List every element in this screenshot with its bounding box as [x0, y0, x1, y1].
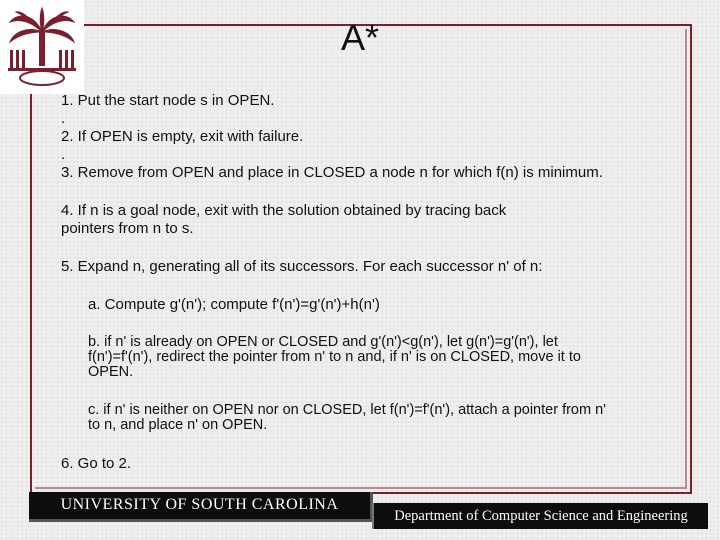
step-5a: [61, 296, 681, 314]
step-6: 6. Go to 2.: [61, 455, 132, 472]
step-spacer: .: [61, 110, 66, 127]
step-5: 5. Expand n, generating all of its successors. For each successor n' of n:: [61, 258, 543, 275]
step-5b-line-2: f(n')=f'(n'), redirect the pointer from n' to n and, if n' is on CLOSED, move it to: [88, 349, 581, 365]
slide-title: A*: [340, 17, 380, 58]
step-5c: [61, 403, 681, 433]
step-5c-line-1: c. if n' is neither on OPEN nor on CLOSED, let f(n')=f'(n'), attach a pointer from n': [88, 402, 606, 418]
department-footer: Department of Computer Science and Engineering: [372, 503, 708, 529]
step-2: 2. If OPEN is empty, exit with failure.: [61, 128, 304, 145]
step-spacer: .: [61, 146, 66, 163]
palmetto-tree-icon: [4, 6, 80, 90]
step-4-line-2: pointers from n to s.: [61, 220, 194, 237]
step-3: 3. Remove from OPEN and place in CLOSED a node n for which f(n) is minimum.: [61, 164, 603, 181]
step-5b-line-1: b. if n' is already on OPEN or CLOSED and g'(n')<g(n'), let g(n')=g'(n'), let: [88, 334, 558, 350]
usc-logo: [0, 0, 84, 94]
university-footer: UNIVERSITY OF SOUTH CAROLINA: [29, 492, 373, 522]
step-5b: [61, 335, 681, 380]
algorithm-steps: [61, 92, 681, 473]
step-5b-line-3: OPEN.: [88, 364, 134, 380]
step-1: 1. Put the start node s in OPEN.: [61, 92, 275, 109]
step-4-line-1: 4. If n is a goal node, exit with the solution obtained by tracing back: [61, 202, 507, 219]
step-5a-line: a. Compute g'(n'); compute f'(n')=g'(n')+h(n'): [88, 296, 380, 313]
step-5c-line-2: to n, and place n' on OPEN.: [88, 417, 268, 433]
